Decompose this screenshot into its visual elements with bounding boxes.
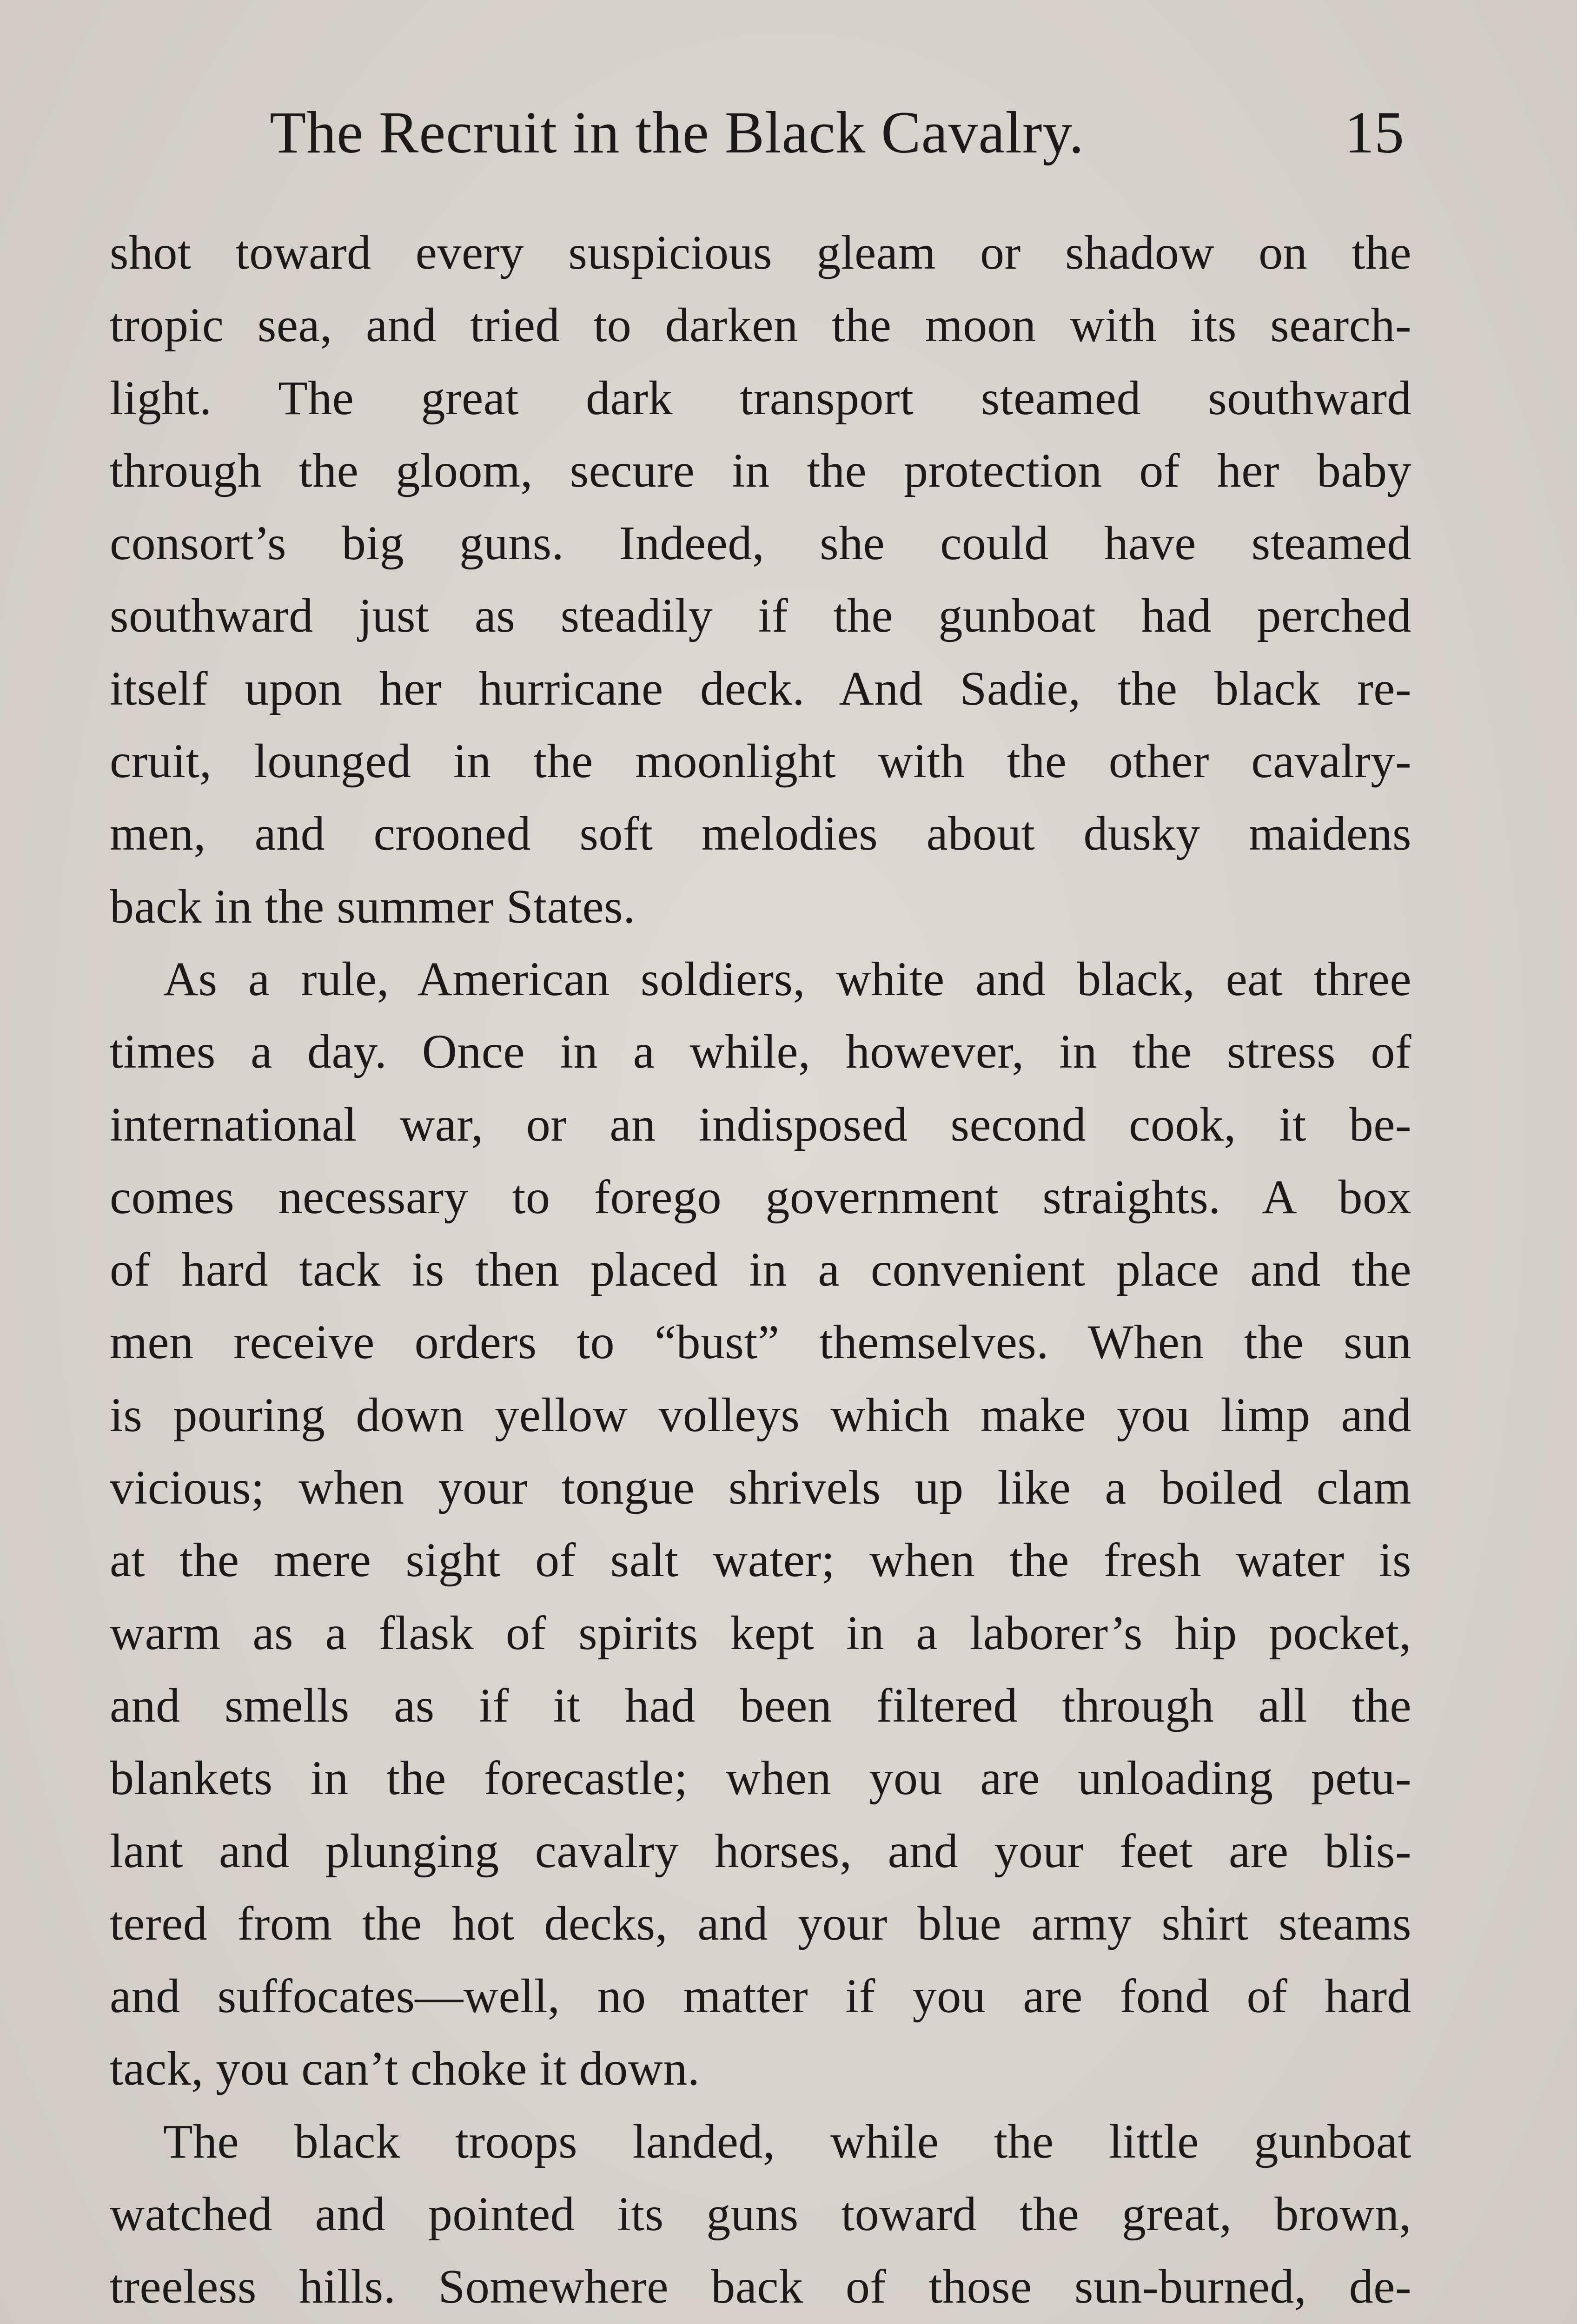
page-number: 15 (1345, 99, 1404, 165)
text-line: southward just as steadily if the gunboat had perched (110, 589, 1411, 643)
text-line: watched and pointed its guns toward the great, brown, (110, 2187, 1411, 2241)
text-line: international war, or an indisposed second cook, it be- (110, 1097, 1411, 1151)
text-line: As a rule, American soldiers, white and black, eat three (163, 952, 1411, 1006)
text-line: itself upon her hurricane deck. And Sadie, the black re- (110, 661, 1411, 715)
text-line: tropic sea, and tried to darken the moon with its search- (110, 298, 1411, 352)
text-line: of hard tack is then placed in a convenient place and the (110, 1243, 1411, 1297)
text-line: tack, you can’t choke it down. (110, 2042, 700, 2096)
running-title: The Recruit in the Black Cavalry. (270, 99, 1085, 165)
text-line: through the gloom, secure in the protection of her baby (110, 443, 1411, 497)
running-head (270, 95, 1404, 170)
text-line: lant and plunging cavalry horses, and your feet are blis- (110, 1824, 1411, 1878)
text-line: comes necessary to forego government straights. A box (110, 1170, 1411, 1224)
text-line: vicious; when your tongue shrivels up like a boiled clam (110, 1461, 1411, 1515)
text-line: shot toward every suspicious gleam or shadow on the (110, 226, 1411, 279)
text-line: and suffocates—well, no matter if you are fond of hard (110, 1969, 1411, 2023)
text-line: men receive orders to “bust” themselves. When the sun (110, 1315, 1411, 1369)
text-line: light. The great dark transport steamed southward (110, 371, 1411, 425)
text-line: at the mere sight of salt water; when the fresh water is (110, 1533, 1411, 1587)
text-line: blankets in the forecastle; when you are unloading petu- (110, 1751, 1411, 1805)
text-line: The black troops landed, while the little gunboat (163, 2114, 1411, 2168)
text-line: cruit, lounged in the moonlight with the other cavalry- (110, 734, 1411, 788)
body-text (110, 217, 1411, 2324)
text-line: warm as a flask of spirits kept in a laborer’s hip pocket, (110, 1606, 1411, 1660)
text-line: back in the summer States. (110, 879, 636, 933)
text-line: men, and crooned soft melodies about dusky maidens (110, 807, 1411, 861)
text-line: tered from the hot decks, and your blue army shirt steams (110, 1896, 1411, 1950)
text-line: is pouring down yellow volleys which make you limp and (110, 1388, 1411, 1442)
text-line: treeless hills. Somewhere back of those sun-burned, de- (110, 2260, 1411, 2314)
text-line: and smells as if it had been filtered through all the (110, 1678, 1411, 1732)
text-line: times a day. Once in a while, however, in the stress of (110, 1025, 1411, 1079)
text-line: consort’s big guns. Indeed, she could have steamed (110, 516, 1411, 570)
